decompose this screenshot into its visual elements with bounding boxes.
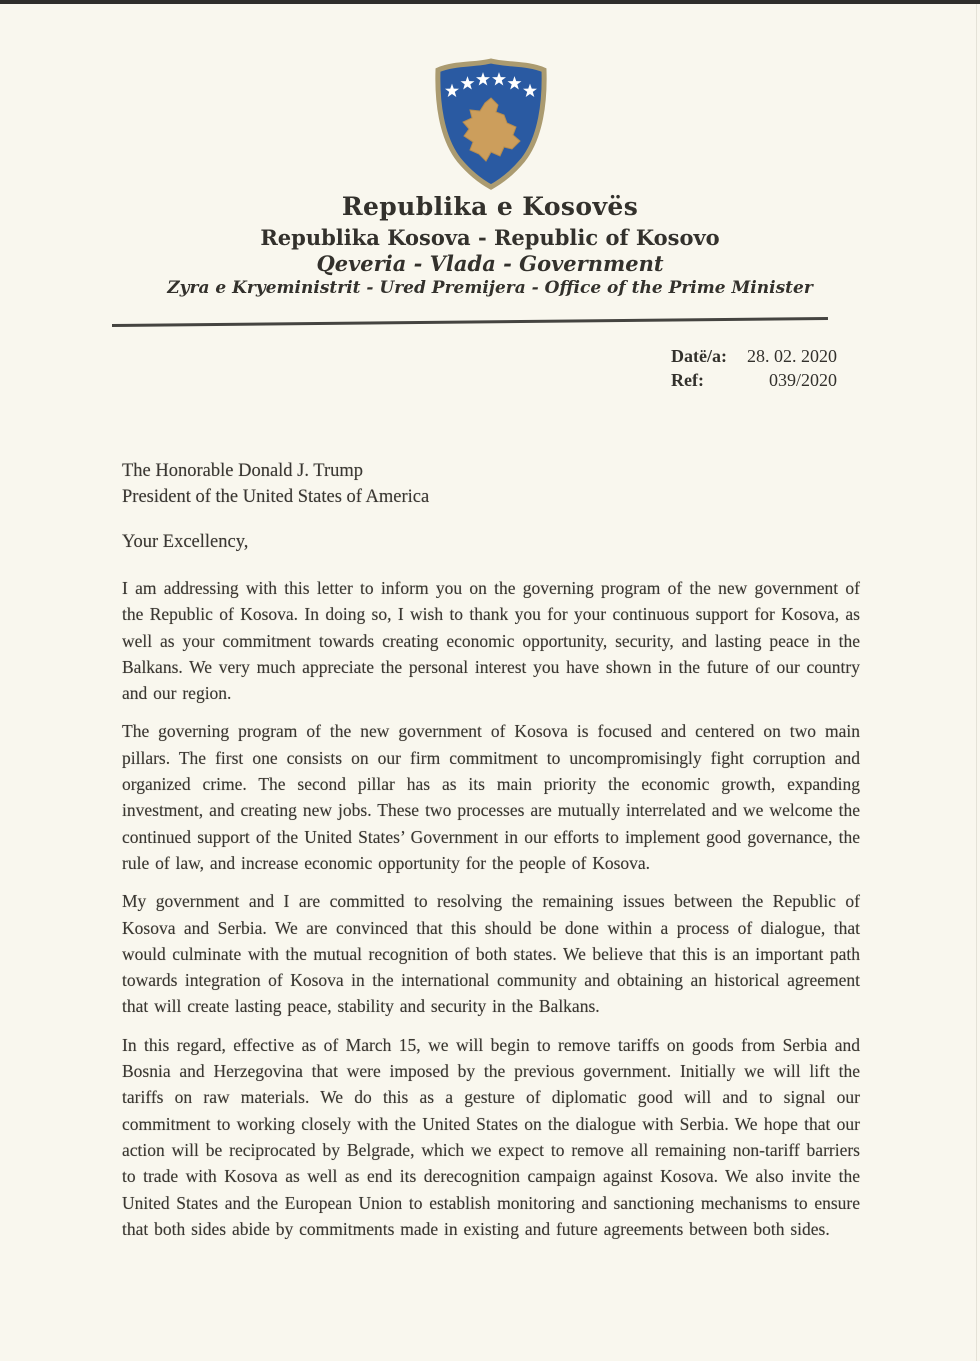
header-government-line: Qeveria - Vlada - Government xyxy=(316,251,664,276)
header-republic-name-multilang: Republika Kosova - Republic of Kosovo xyxy=(260,225,720,250)
ref-row xyxy=(671,368,837,392)
paragraph-2: The governing program of the new government of Kosova is focused and centered on two main pillars. The first one consists on our firm commitment to uncompromisingly fight corruption and organized crime. The second pillar has as its main priority the economic growth, expanding investment, and creating new jobs. These two processes are mutually interrelated and we welcome the continued support of the United States’ Government in our efforts to implement good governance, the rule of law, and increase economic opportunity for the people of Kosova. xyxy=(122,721,860,873)
paragraph-3: My government and I are committed to resolving the remaining issues between the Republic of Kosova and Serbia. We are convinced that this should be done within a process of dialogue, that would culminate with the mutual recognition of both states. We believe that this is an important path towards integration of Kosova in the international community and obtaining an historical agreement that will create lasting peace, stability and security in the Balkans. xyxy=(122,891,860,1017)
ref-label: Ref: xyxy=(671,370,704,390)
header-office-line: Zyra e Kryeministrit - Ured Premijera - Office of the Prime Minister xyxy=(167,278,813,298)
date-label: Datë/a: xyxy=(671,346,727,366)
date-value: 28. 02. 2020 xyxy=(747,346,837,366)
recipient-name: The Honorable Donald J. Trump xyxy=(122,461,363,481)
salutation: Your Excellency, xyxy=(122,532,249,552)
date-row xyxy=(671,344,837,368)
scan-top-edge xyxy=(0,0,980,4)
date-ref-block xyxy=(671,344,837,392)
header-divider xyxy=(112,317,828,327)
kosovo-coat-of-arms-icon xyxy=(427,56,555,198)
recipient-title: President of the United States of America xyxy=(122,486,430,507)
ref-value: 039/2020 xyxy=(768,370,837,390)
header-republic-name-sq: Republika e Kosovës xyxy=(341,192,639,221)
paragraph-4: In this regard, effective as of March 15, we will begin to remove tariffs on goods from Serbia and Bosnia and Herzegovina that were imposed by the previous government. Initially we will lift the tariffs on raw materials. We do this as a gesture of diplomatic good will and to signal our commitment to working closely with the United States on the dialogue with Serbia. We hope that our action will be reciprocated by Belgrade, which we expect to remove all remaining non-tariff barriers to trade with Kosova as well as end its derecognition campaign against Kosova. We also invite the United States and the European Union to establish monitoring and sanctioning mechanisms to ensure that both sides abide by commitments made in existing and future agreements between both sides. xyxy=(122,1034,860,1239)
paragraph-1: I am addressing with this letter to inform you on the governing program of the new government of the Republic of Kosova. In doing so, I wish to thank you for your continuous support for Kosova, as well as your commitment towards creating economic opportunity, security, and lasting peace in the Balkans. We very much appreciate the personal interest you have shown in the future of our country and our region. xyxy=(122,578,860,704)
letter-body xyxy=(122,575,860,1254)
recipient-block xyxy=(122,459,429,510)
